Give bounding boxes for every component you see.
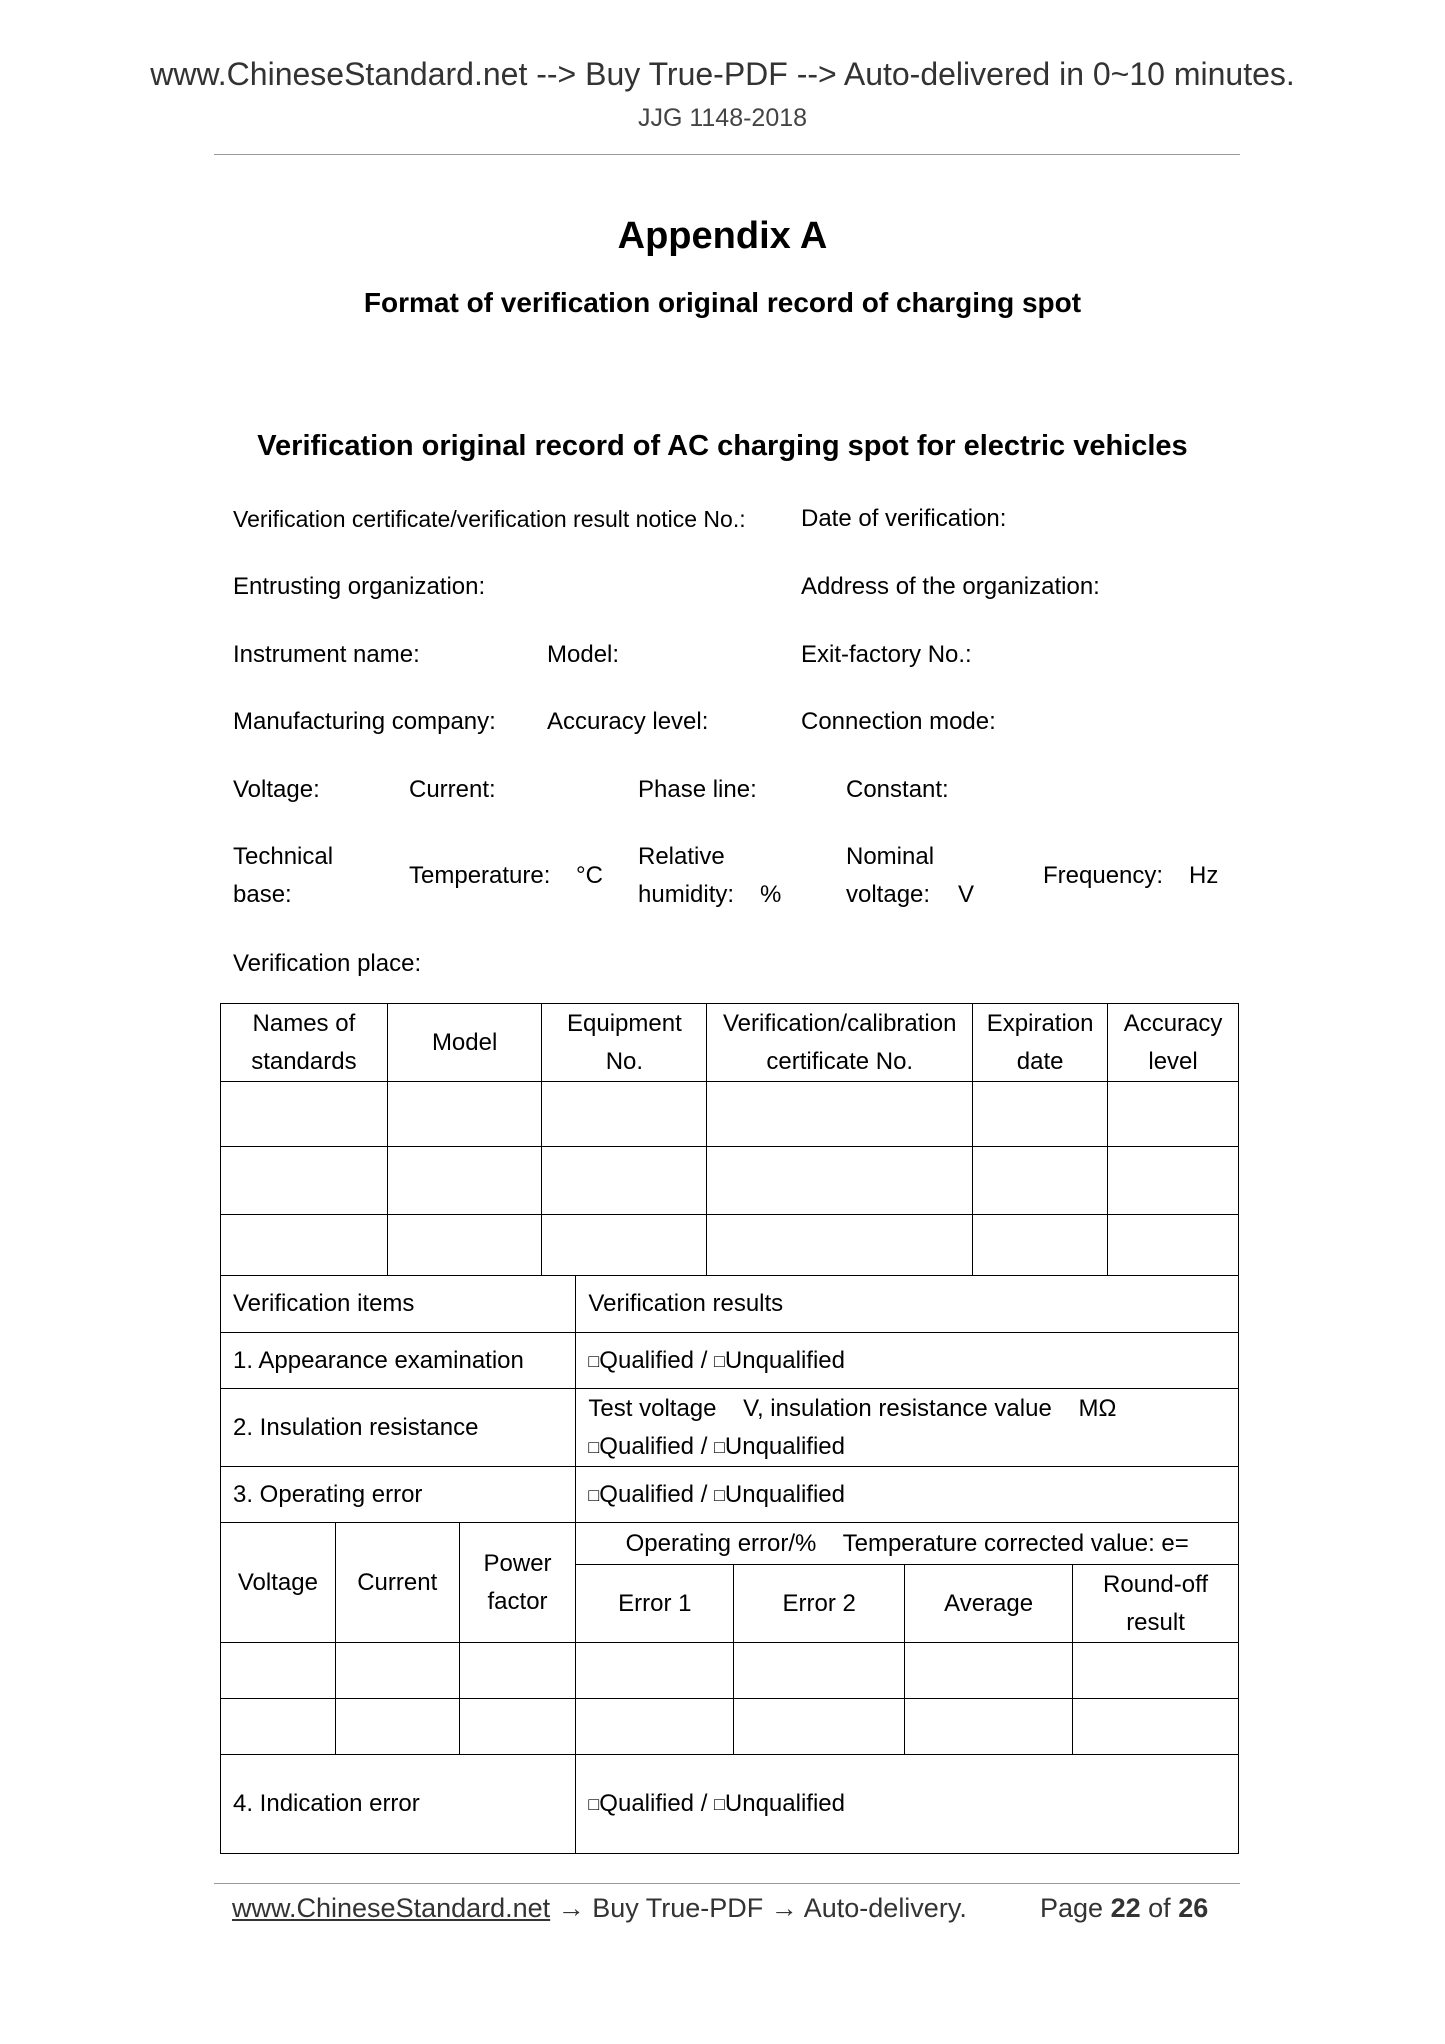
footer-text: → Buy True-PDF → Auto-delivery. [550, 1893, 967, 1923]
doc-code: JJG 1148-2018 [637, 104, 808, 132]
field-nominal-voltage-line1: Nominal [846, 843, 935, 870]
header-equipment-no: Equipment No. [542, 1004, 707, 1082]
table-cell[interactable] [221, 1147, 388, 1215]
field-frequency: Frequency: [1043, 862, 1164, 889]
footer-link[interactable]: www.ChineseStandard.net [232, 1893, 551, 1923]
results-table [220, 1275, 1239, 1854]
result-appearance: □Qualified / □Unqualified [576, 1333, 1239, 1389]
field-voltage: Voltage: [233, 776, 320, 803]
table-cell[interactable] [221, 1643, 336, 1699]
header-names-of-standards: Names of standards [221, 1004, 388, 1082]
header-certificate-no: Verification/calibration certificate No. [707, 1004, 973, 1082]
table-cell[interactable] [1108, 1215, 1239, 1276]
table-row [221, 1082, 1239, 1147]
field-phase-line: Phase line: [638, 776, 757, 803]
table-cell[interactable] [905, 1699, 1073, 1755]
page-number: 22 [1110, 1893, 1141, 1923]
field-tech-base-line2: base: [233, 881, 292, 908]
table-cell[interactable] [973, 1082, 1108, 1147]
table-cell[interactable] [576, 1643, 734, 1699]
table-cell[interactable] [387, 1215, 542, 1276]
table-cell[interactable] [387, 1147, 542, 1215]
row-operating-error [221, 1467, 1239, 1523]
col-voltage: Voltage [221, 1523, 336, 1643]
table-cell[interactable] [707, 1082, 973, 1147]
appendix-subtitle: Format of verification original record of charging spot [363, 287, 1082, 318]
header-expiration-date: Expiration date [973, 1004, 1108, 1082]
item-operating-error: 3. Operating error [221, 1467, 576, 1523]
row-indication-error [221, 1755, 1239, 1854]
field-temperature: Temperature: [409, 862, 551, 889]
table-cell[interactable] [973, 1147, 1108, 1215]
standards-header-row [221, 1004, 1239, 1082]
table-cell[interactable] [707, 1147, 973, 1215]
field-cert-no: Verification certificate/verification result notice No.: [233, 506, 746, 532]
field-current: Current: [409, 776, 496, 803]
field-date: Date of verification: [801, 505, 1007, 532]
field-address: Address of the organization: [801, 573, 1100, 600]
results-header-row [221, 1276, 1239, 1333]
table-cell[interactable] [542, 1215, 707, 1276]
field-tech-base-line1: Technical [233, 843, 334, 870]
footer [232, 1893, 1232, 1924]
field-humidity-unit: % [760, 881, 782, 908]
table-row [221, 1215, 1239, 1276]
col-power-factor: Power factor [459, 1523, 576, 1643]
table-row [221, 1699, 1239, 1755]
record-title: Verification original record of AC charging spot for electric vehicles [257, 430, 1188, 462]
table-cell[interactable] [973, 1215, 1108, 1276]
table-cell[interactable] [335, 1699, 459, 1755]
field-verification-place: Verification place: [233, 950, 422, 977]
field-temperature-unit: °C [576, 862, 603, 889]
col-round-off: Round-off result [1073, 1565, 1239, 1643]
table-cell[interactable] [734, 1643, 905, 1699]
page-total: 26 [1178, 1893, 1209, 1923]
op-error-header: Operating error/% Temperature corrected value: e= [576, 1523, 1239, 1565]
unqualified-checkbox[interactable]: □ [714, 1436, 725, 1457]
field-nominal-voltage-line2: voltage: [846, 881, 931, 908]
header-verification-items: Verification items [221, 1276, 576, 1333]
header-model: Model [387, 1004, 542, 1082]
field-connection-mode: Connection mode: [801, 708, 996, 735]
field-accuracy-level: Accuracy level: [547, 708, 709, 735]
header-divider [214, 154, 1240, 155]
result-indication-error: □Qualified / □Unqualified [576, 1755, 1239, 1854]
table-cell[interactable] [1073, 1643, 1239, 1699]
col-error-1: Error 1 [576, 1565, 734, 1643]
table-row [221, 1643, 1239, 1699]
unqualified-checkbox[interactable]: □ [714, 1350, 725, 1371]
field-manufacturer: Manufacturing company: [233, 708, 496, 735]
item-appearance-examination: 1. Appearance examination [221, 1333, 576, 1389]
item-insulation-resistance: 2. Insulation resistance [221, 1389, 576, 1467]
field-instrument-name: Instrument name: [233, 641, 420, 668]
page-indicator: Page 22 of 26 [1040, 1893, 1209, 1923]
qualified-checkbox[interactable]: □ [588, 1436, 600, 1457]
table-cell[interactable] [459, 1699, 576, 1755]
field-entrusting-org: Entrusting organization: [233, 573, 486, 600]
table-cell[interactable] [221, 1215, 388, 1276]
op-error-header-row [221, 1523, 1239, 1565]
table-cell[interactable] [221, 1082, 388, 1147]
table-cell[interactable] [1073, 1699, 1239, 1755]
qualified-checkbox[interactable]: □ [588, 1350, 600, 1371]
result-insulation: Test voltage V, insulation resistance value MΩ □Qualified / □Unqualified [576, 1389, 1239, 1467]
header-accuracy-level: Accuracy level [1108, 1004, 1239, 1082]
standards-table [220, 1003, 1239, 1276]
table-cell[interactable] [221, 1699, 336, 1755]
item-indication-error: 4. Indication error [221, 1755, 576, 1854]
header-verification-results: Verification results [576, 1276, 1239, 1333]
table-cell[interactable] [905, 1643, 1073, 1699]
col-current: Current [335, 1523, 459, 1643]
table-cell[interactable] [1108, 1082, 1239, 1147]
field-frequency-unit: Hz [1189, 862, 1219, 889]
header-banner: www.ChineseStandard.net --> Buy True-PDF --> Auto-delivered in 0~10 minutes. [150, 56, 1295, 92]
col-error-2: Error 2 [734, 1565, 905, 1643]
table-cell[interactable] [335, 1643, 459, 1699]
row-insulation [221, 1389, 1239, 1467]
table-cell[interactable] [387, 1082, 542, 1147]
col-average: Average [905, 1565, 1073, 1643]
table-cell[interactable] [542, 1082, 707, 1147]
insulation-test-line: Test voltage V, insulation resistance value MΩ [588, 1394, 1117, 1422]
field-humidity-line2: humidity: [638, 881, 735, 908]
field-constant: Constant: [846, 776, 949, 803]
field-exit-factory-no: Exit-factory No.: [801, 641, 972, 668]
qualified-checkbox[interactable]: □ [588, 1794, 600, 1814]
table-cell[interactable] [542, 1147, 707, 1215]
footer-divider [214, 1883, 1240, 1884]
unqualified-checkbox[interactable]: □ [714, 1484, 725, 1505]
row-appearance [221, 1333, 1239, 1389]
unqualified-checkbox[interactable]: □ [714, 1794, 725, 1814]
table-cell[interactable] [707, 1215, 973, 1276]
field-nominal-voltage-unit: V [958, 881, 975, 908]
qualified-checkbox[interactable]: □ [588, 1484, 600, 1505]
field-model: Model: [547, 641, 620, 668]
table-cell[interactable] [1108, 1147, 1239, 1215]
table-row [221, 1147, 1239, 1215]
table-cell[interactable] [459, 1643, 576, 1699]
result-operating-error: □Qualified / □Unqualified [576, 1467, 1239, 1523]
table-cell[interactable] [576, 1699, 734, 1755]
field-humidity-line1: Relative [638, 843, 725, 870]
appendix-title: Appendix A [617, 215, 828, 257]
table-cell[interactable] [734, 1699, 905, 1755]
